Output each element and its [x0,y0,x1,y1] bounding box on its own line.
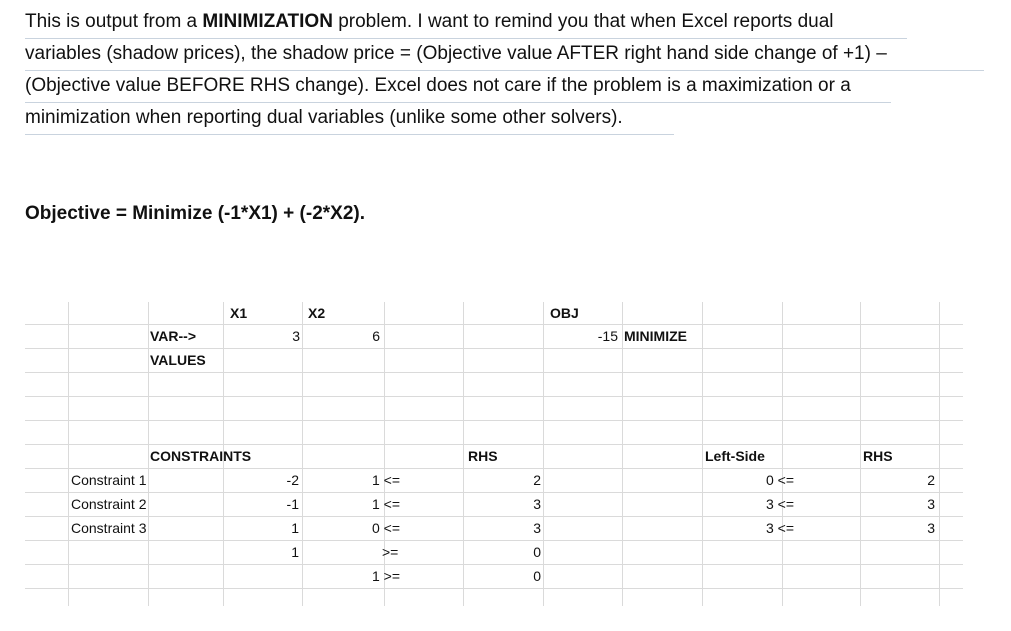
constraint-x2-coef: 1 <= [372,496,401,512]
constraint-x2-coef: 0 <= [372,520,401,536]
x1-value: 3 [292,328,300,344]
intro-line-3: (Objective value BEFORE RHS change). Excel does not care if the problem is a maximization or a [25,71,891,103]
constraint-x1-coef: -1 [286,496,299,512]
minimize-label: MINIMIZE [624,328,687,344]
grid-line [860,302,861,606]
nonneg-x1-rhs: 0 [533,544,541,560]
constraint-rhs-2: 3 [927,496,935,512]
objective-statement: Objective = Minimize (-1*X1) + (-2*X2). [25,203,365,224]
intro-line-2: variables (shadow prices), the shadow price = (Objective value AFTER right hand side change of +1) – [25,39,984,71]
constraint-rhs-2: 3 [927,520,935,536]
constraint-name: Constraint 1 [71,472,147,488]
intro-paragraph [25,7,985,135]
rhs-header: RHS [468,448,498,464]
x2-value: 6 [372,328,380,344]
header-x2: X2 [308,305,326,321]
header-x1: X1 [230,305,248,321]
intro-line-1-start: This is output from a [25,11,203,32]
constraint-name: Constraint 2 [71,496,147,512]
constraint-rhs: 3 [533,520,541,536]
intro-line-4: minimization when reporting dual variables (unlike some other solvers). [25,103,674,135]
intro-line-1-end: problem. I want to remind you that when Excel reports dual [332,11,834,32]
grid-line [25,372,963,373]
constraint-left-side: 0 <= [766,472,795,488]
grid-line [25,396,963,397]
constraint-name: Constraint 3 [71,520,147,536]
objective-value: -15 [597,328,618,344]
header-obj: OBJ [550,305,579,321]
constraint-left-side: 3 <= [766,520,795,536]
var-label: VAR--> [150,328,197,344]
constraint-x1-coef: -2 [286,472,299,488]
nonneg-x1-sign: >= [382,544,399,560]
grid-line [148,302,149,606]
grid-line [782,302,783,606]
spreadsheet-grid [25,302,963,606]
grid-line [25,588,963,589]
rhs-header-2: RHS [863,448,893,464]
grid-line [622,302,623,606]
constraint-rhs: 2 [533,472,541,488]
nonneg-x2-coef: 1 >= [372,568,401,584]
nonneg-x2-rhs: 0 [533,568,541,584]
grid-line [68,302,69,606]
intro-line-1 [25,7,907,39]
nonneg-x1-coef: 1 [291,544,299,560]
left-side-header: Left-Side [705,448,765,464]
grid-line [25,420,963,421]
constraints-label: CONSTRAINTS [150,448,252,464]
values-label: VALUES [150,352,206,368]
constraint-rhs: 3 [533,496,541,512]
constraint-x1-coef: 1 [291,520,299,536]
constraint-left-side: 3 <= [766,496,795,512]
grid-line [702,302,703,606]
intro-emphasis: MINIMIZATION [202,11,333,32]
constraint-x2-coef: 1 <= [372,472,401,488]
constraint-rhs-2: 2 [927,472,935,488]
grid-line [939,302,940,606]
